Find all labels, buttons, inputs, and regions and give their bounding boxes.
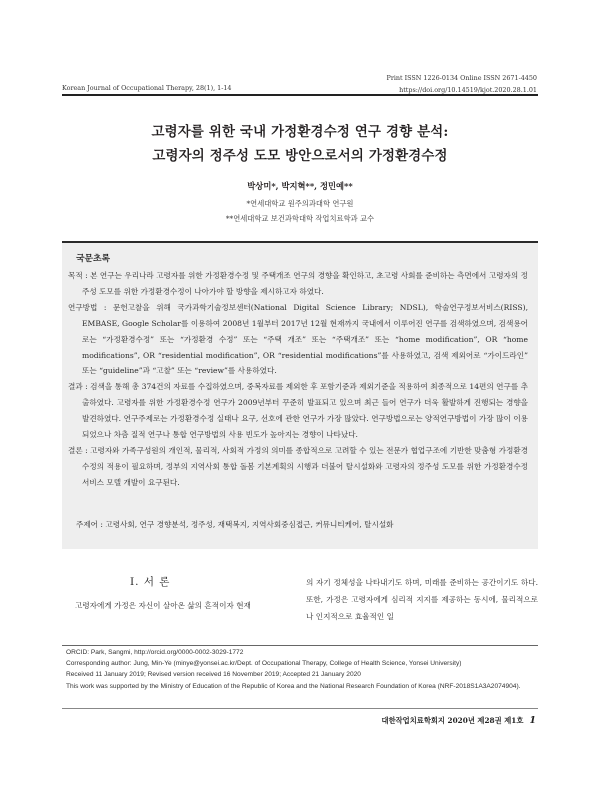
- footnote-corresponding-author: Corresponding author: Jung, Min-Ye (minye@yonsei.ac.kr/Dept. of Occupational Therapy, College of Health Science, Yonsei University): [66, 660, 462, 668]
- abstract-body: [68, 268, 528, 491]
- abstract-heading: 국문초록: [76, 254, 110, 264]
- abstract-methods: 연구방법 : 문헌고찰을 위해 국가과학기술정보센터(National Digital Science Library; NDSL), 학술연구정보서비스(RISS), EMBASE, Google Scholar를 이용하여 2008년 1월부터 2017년 12월 현재까지 국내에서 이루어진 연구를 검색하였으며, 검색용어로는 “가정환경수정” 또는 “가정환경 수정” 또는 “주택 개조” 또는 “주택개조” 또는 “home modification”, OR “home modifications”, OR “residential modification”, OR “residential modifications”를 사용하였고, 검색 제외어로 “가이드라인” 또는 “guideline”과 “고찰” 또는 “review”를 사용하였다.: [68, 302, 528, 376]
- issn-doi-block: [387, 72, 537, 96]
- abstract-purpose: 목적 : 본 연구는 우리나라 고령자를 위한 가정환경수정 및 주택개조 연구의 경향을 확인하고, 초고령 사회를 준비하는 측면에서 고령자의 정주성 도모를 위한 가정환경수정이 나아가야 할 방향을 제시하고자 하였다.: [68, 271, 528, 296]
- abstract-conclusion: 결론 : 고령자와 가족구성원의 개인적, 물리적, 사회적 가정의 의미를 종합적으로 고려할 수 있는 전문가 협업구조에 기반한 맞춤형 가정환경수정의 적용이 필요하며, 정부의 지역사회 통합 돌봄 기본계획의 시행과 더불어 탈시설화와 고령자의 정주성 도모를 위한 가정환경수정 서비스 모델 개발이 요구된다.: [68, 445, 528, 487]
- footnote-orcid: ORCID: Park, Sangmi, http://orcid.org/0000-0002-3029-1772: [66, 649, 244, 656]
- footnote-rule: [62, 645, 538, 646]
- paper-title: [60, 120, 540, 168]
- footnote-funding: This work was supported by the Ministry of Education of the Republic of Korea and the National Research Foundation of Korea (NRF-2018S1A3A2074904).: [66, 682, 521, 690]
- header-rule: [62, 94, 538, 96]
- doi-line: https://doi.org/10.14519/kjot.2020.28.1.01: [399, 86, 537, 94]
- intro-right-column: 의 자기 정체성을 나타내기도 하며, 미래를 준비하는 공간이기도 하다. 또한, 가정은 고령자에게 심리적 지지를 제공하는 동시에, 물리적으로나 인지적으로 효율적인 일: [306, 578, 538, 621]
- abstract-keywords: 주제어 : 고령사회, 연구 경향분석, 정주성, 재택복지, 지역사회중심접근, 커뮤니티케어, 탈시설화: [76, 520, 394, 529]
- author-list: 박상미*, 박지혁**, 정민예**: [247, 181, 353, 191]
- section-heading-introduction: Ⅰ. 서 론: [130, 576, 171, 588]
- footer-journal: 대한작업치료학회지 2020년 제28권 제1호: [381, 716, 524, 725]
- affiliations: [60, 196, 540, 226]
- footnotes: [66, 647, 536, 692]
- intro-left-column: 고령자에게 가정은 자신이 살아온 삶의 흔적이자 현재: [75, 601, 251, 610]
- abstract-results: 결과 : 검색을 통해 총 374건의 자료를 수집하였으며, 중복자료를 제외한 후 포함기준과 제외기준을 적용하여 최종적으로 14편의 연구를 추출하였다. 고령자를 위한 가정환경수정 연구가 2009년부터 꾸준히 발표되고 있으며 최근 들어 연구가 더욱 활발하게 진행되는 경향을 발견하였다. 연구주제로는 가정환경수정 실태나 요구, 선호에 관한 연구가 가장 많았다. 연구방법으로는 양적연구방법이 가장 많이 이용되었으나 차츰 질적 연구나 통합 연구방법의 사용 빈도가 높아지는 경향이 나타났다.: [68, 382, 528, 440]
- bottom-rule: [62, 708, 538, 709]
- footnote-dates: Received 11 January 2019; Revised version received 16 November 2019; Accepted 21 January 2020: [66, 671, 361, 679]
- issn-line: Print ISSN 1226-0134 Online ISSN 2671-4450: [386, 74, 537, 82]
- affiliation-2: **연세대학교 보건과학대학 작업치료학과 교수: [225, 214, 375, 223]
- title-line-2: 고령자의 정주성 도모 방안으로서의 가정환경수정: [152, 148, 448, 164]
- journal-citation: Korean Journal of Occupational Therapy, 28(1), 1-14: [62, 84, 232, 92]
- page-footer: [382, 715, 536, 726]
- title-line-1: 고령자를 위한 국내 가정환경수정 연구 경향 분석:: [151, 124, 449, 140]
- affiliation-1: *연세대학교 원주의과대학 연구원: [246, 199, 354, 208]
- page-number: 1: [529, 715, 536, 726]
